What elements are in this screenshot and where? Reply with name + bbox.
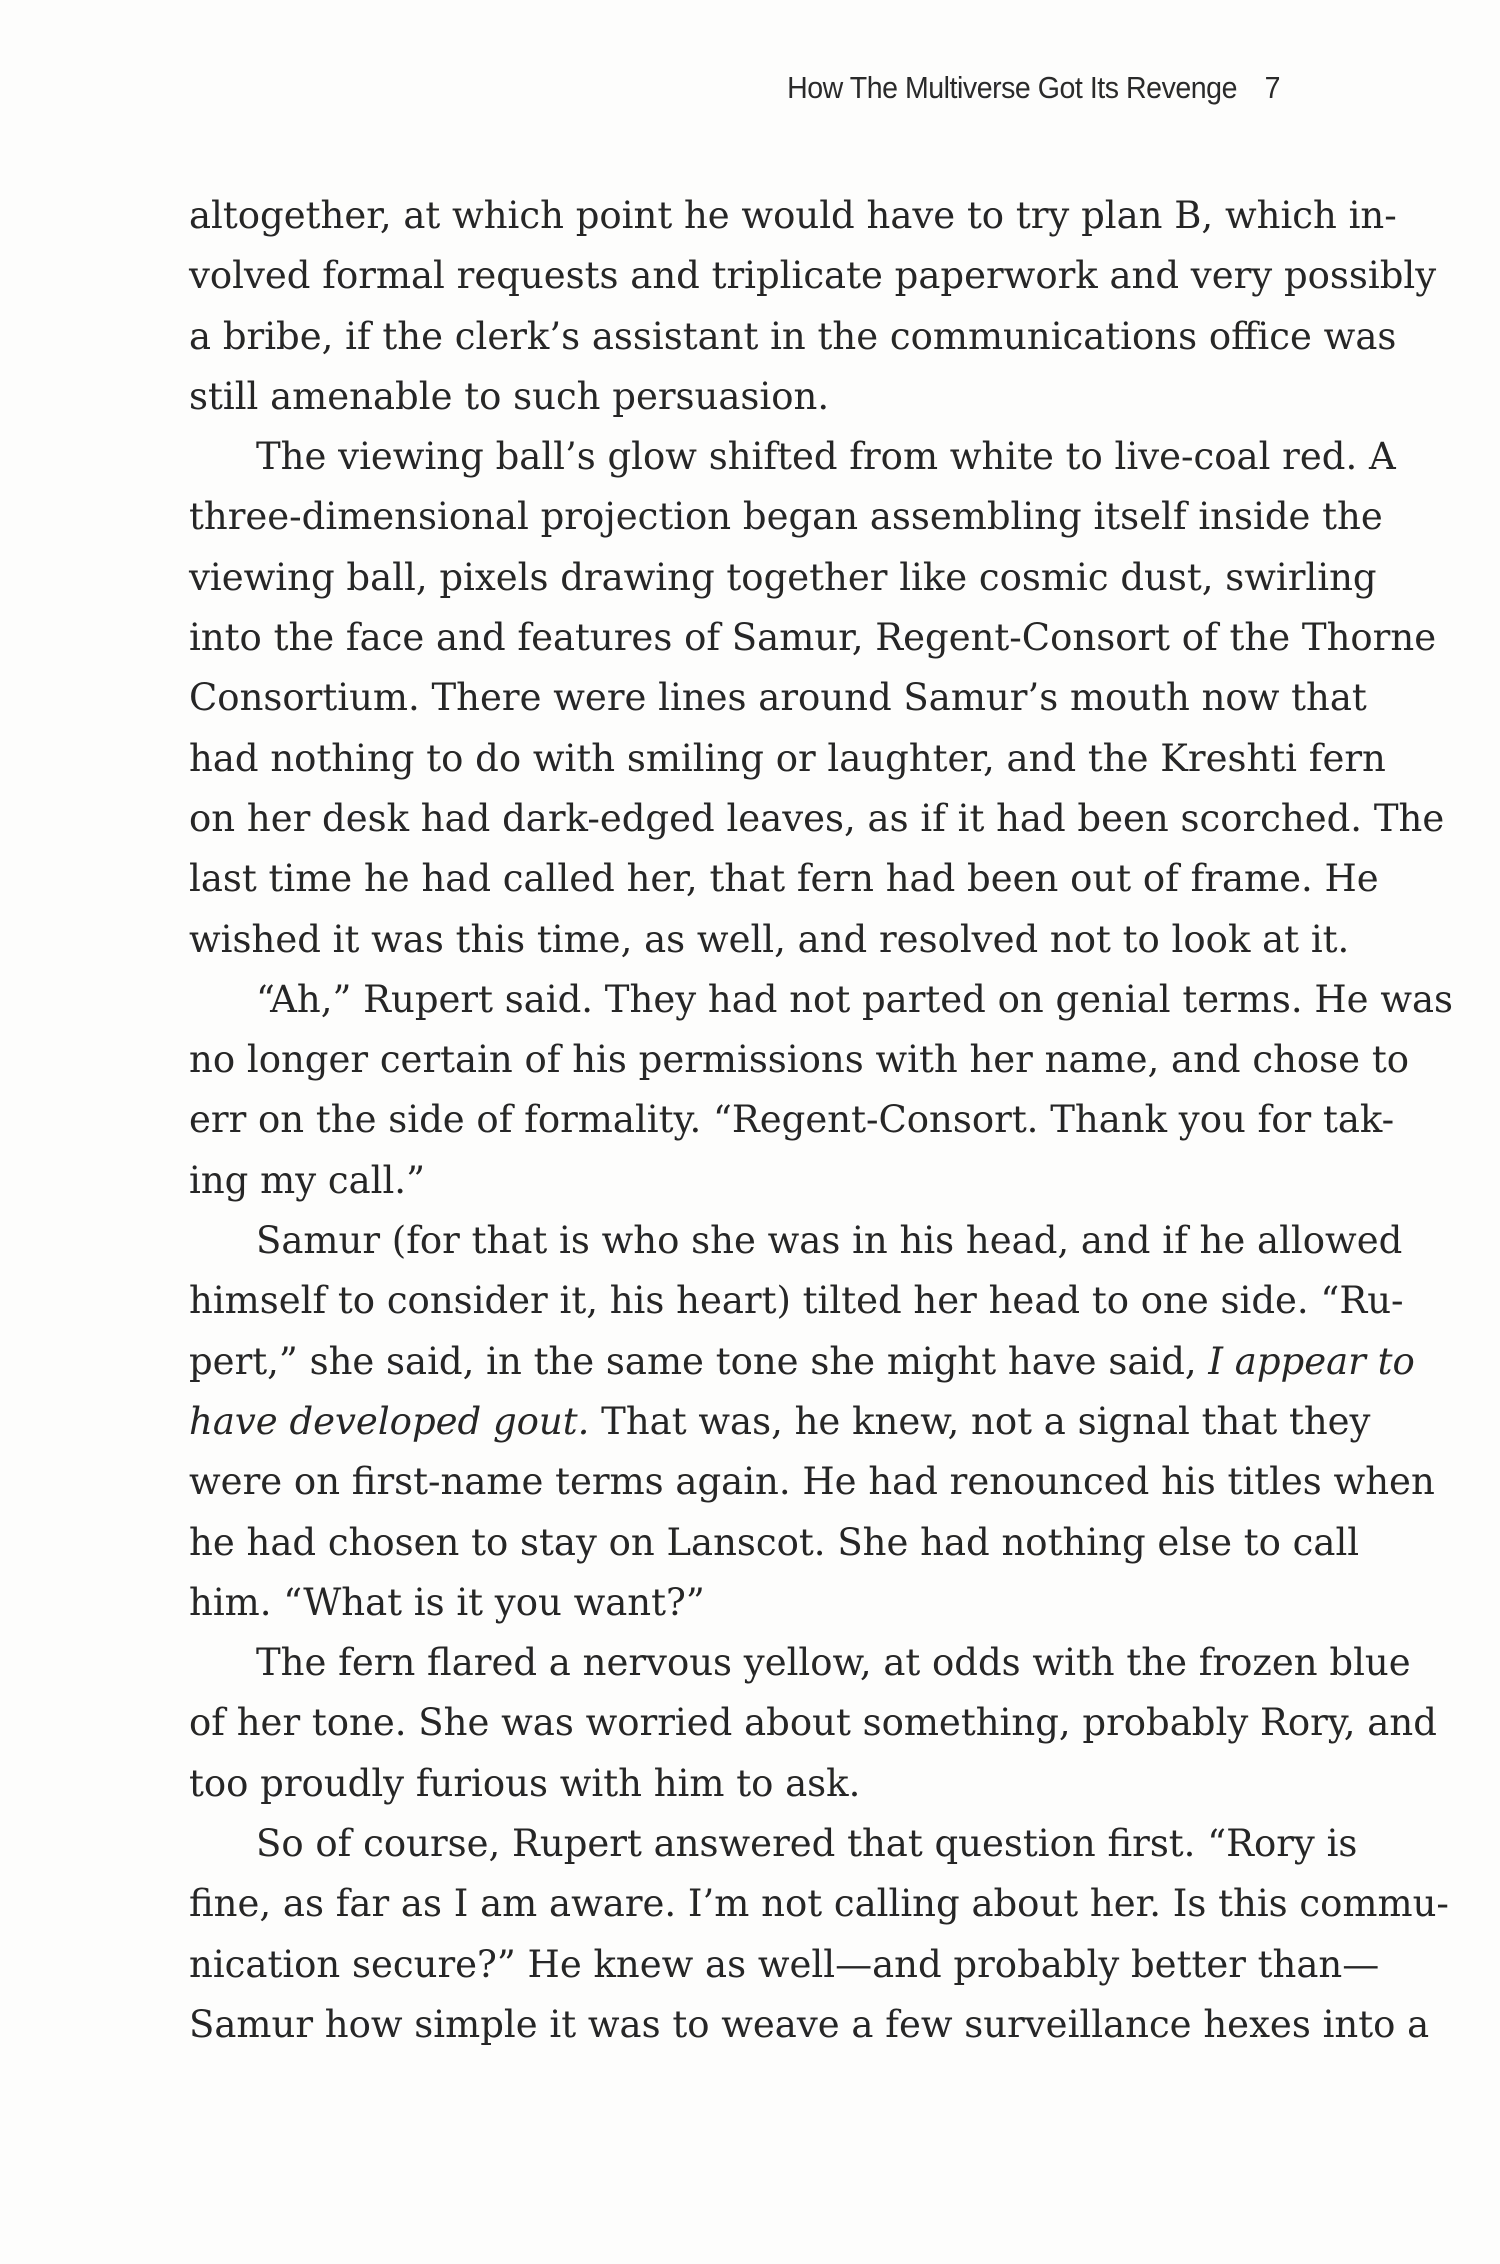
italic-text: have developed gout.	[189, 1399, 590, 1443]
text-line: err on the side of formality. “Regent-Consort. Thank you for tak-	[189, 1098, 1395, 1142]
paragraph	[189, 1814, 1449, 2055]
paragraph	[189, 970, 1454, 1211]
text-line: had nothing to do with smiling or laughter, and the Kreshti fern	[189, 736, 1386, 780]
text-line: Samur how simple it was to weave a few surveillance hexes into a	[189, 2002, 1430, 2046]
text-line: were on first-name terms again. He had renounced his titles when	[189, 1460, 1435, 1504]
text-line: him. “What is it you want?”	[189, 1580, 705, 1624]
page-number: 7	[1264, 70, 1280, 105]
text-line: on her desk had dark-edged leaves, as if it had been scorched. The	[189, 796, 1445, 840]
paragraph	[189, 1633, 1437, 1814]
text-line: still amenable to such persuasion.	[189, 374, 830, 418]
text-line: three-dimensional projection began assembling itself inside the	[189, 495, 1383, 539]
text-line: a bribe, if the clerk’s assistant in the communications office was	[189, 314, 1397, 358]
text-line: himself to consider it, his heart) tilted her head to one side. “Ru-	[189, 1279, 1404, 1323]
text-line: fine, as far as I am aware. I’m not calling about her. Is this commu-	[189, 1882, 1449, 1926]
text-line: last time he had called her, that fern had been out of frame. He	[189, 857, 1379, 901]
text-line: nication secure?” He knew as well—and probably better than—	[189, 1942, 1380, 1986]
text-line: The viewing ball’s glow shifted from white to live-coal red. A	[256, 435, 1396, 479]
text-line	[189, 1392, 1371, 1452]
text-fragment: pert,” she said, in the same tone she might have said,	[189, 1339, 1197, 1383]
text-line: “Ah,” Rupert said. They had not parted on genial terms. He was	[256, 977, 1454, 1021]
text-line: wished it was this time, as well, and resolved not to look at it.	[189, 917, 1350, 961]
running-head	[102, 70, 1280, 106]
text-line: So of course, Rupert answered that question first. “Rory is	[256, 1822, 1358, 1866]
text-line	[189, 1332, 1415, 1392]
italic-text: I appear to	[1208, 1339, 1415, 1383]
text-line: Samur (for that is who she was in his head, and if he allowed	[256, 1219, 1403, 1263]
text-line: Consortium. There were lines around Samur’s mouth now that	[189, 676, 1367, 720]
text-fragment: That was, he knew, not a signal that they	[601, 1399, 1371, 1443]
text-line: too proudly furious with him to ask.	[189, 1761, 861, 1805]
text-line: no longer certain of his permissions with her name, and chose to	[189, 1038, 1409, 1082]
text-line: The fern flared a nervous yellow, at odds with the frozen blue	[256, 1641, 1411, 1685]
text-line: ing my call.”	[189, 1158, 425, 1202]
text-line: altogether, at which point he would have to try plan B, which in-	[189, 194, 1397, 237]
paragraph	[189, 186, 1437, 427]
running-title: How The Multiverse Got Its Revenge	[787, 70, 1237, 105]
text-line: he had chosen to stay on Lanscot. She had nothing else to call	[189, 1520, 1360, 1564]
text-line: volved formal requests and triplicate paperwork and very possibly	[189, 254, 1437, 298]
text-line: viewing ball, pixels drawing together like cosmic dust, swirling	[189, 555, 1377, 599]
body-text	[189, 186, 1454, 2055]
text-line: of her tone. She was worried about something, probably Rory, and	[189, 1701, 1437, 1745]
text-line: into the face and features of Samur, Regent-Consort of the Thorne	[189, 616, 1437, 660]
paragraph	[189, 427, 1445, 970]
paragraph	[189, 1211, 1435, 1633]
